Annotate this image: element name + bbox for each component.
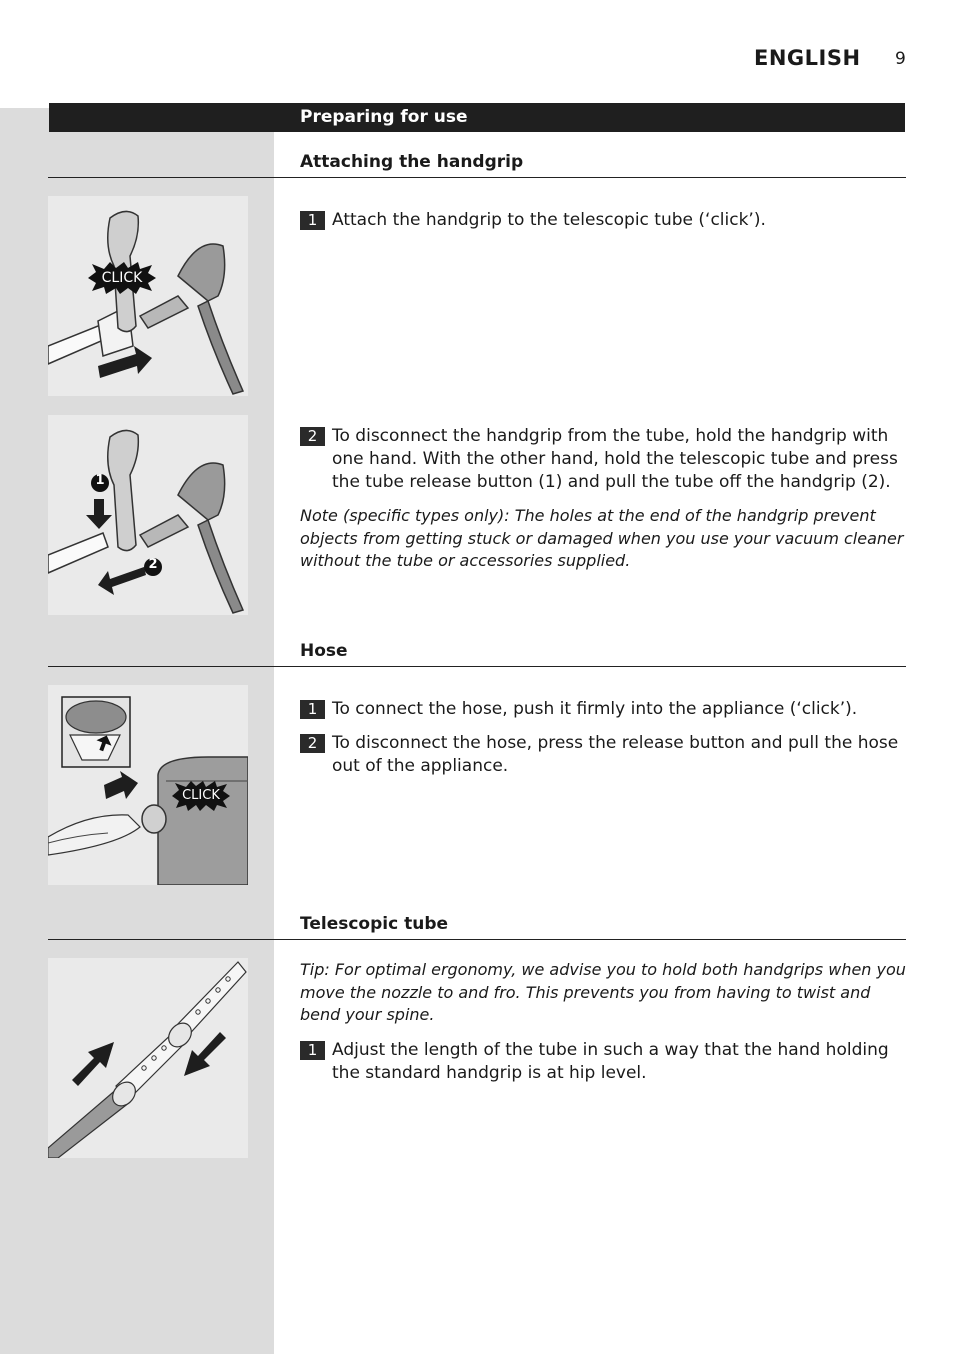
figure-pointer [248, 206, 274, 230]
step-number: 1 [300, 211, 325, 230]
language-header: ENGLISH [754, 46, 861, 70]
step-disconnect-hose [300, 732, 906, 778]
subsection-title-hose: Hose [300, 641, 348, 661]
step-text: Adjust the length of the tube in such a way that the hand holding the standard handgrip is at hip level. [332, 1040, 889, 1083]
step-connect-hose [300, 698, 906, 721]
marker-2: 2 [148, 557, 158, 572]
step-attach-handgrip [300, 209, 906, 232]
divider-rule [48, 177, 906, 178]
subsection-title-telescopic-tube: Telescopic tube [300, 914, 449, 934]
click-label: CLICK [182, 788, 220, 803]
step-adjust-tube-length [300, 1039, 906, 1085]
figure-pointer [248, 1034, 274, 1058]
section-title-bar [49, 103, 905, 132]
figure-attach-handgrip [48, 196, 248, 396]
step-number: 2 [300, 427, 325, 446]
step-text: To connect the hose, push it firmly into the appliance (‘click’). [332, 699, 858, 719]
step-number: 1 [300, 700, 325, 719]
figure-disconnect-handgrip [48, 415, 248, 615]
step-text: To disconnect the hose, press the release button and pull the hose out of the appliance. [332, 733, 899, 776]
figure-telescopic-tube [48, 958, 248, 1158]
figure-pointer [248, 424, 274, 448]
step-number: 1 [300, 1041, 325, 1060]
section-title: Preparing for use [300, 107, 468, 127]
divider-rule [48, 939, 906, 940]
subsection-title-handgrip: Attaching the handgrip [300, 152, 524, 172]
step-text: To disconnect the handgrip from the tube, hold the handgrip with one hand. With the other hand, hold the telescopic tube and press the tube release button (1) and pull the tube off the handgrip (2). [332, 426, 898, 492]
page-number: 9 [895, 49, 906, 69]
figure-hose-connect [48, 685, 248, 885]
click-label: CLICK [101, 270, 143, 286]
figure-pointer [248, 694, 274, 718]
note-text: Note (specific types only): The holes at the end of the handgrip prevent objects from getting stuck or damaged when you use your vacuum cleaner without the tube or accessories supplied. [300, 506, 904, 570]
marker-1: 1 [95, 473, 105, 488]
step-text: Attach the handgrip to the telescopic tube (‘click’). [332, 210, 766, 230]
step-disconnect-handgrip [300, 425, 906, 494]
divider-rule [48, 666, 906, 667]
step-number: 2 [300, 734, 325, 753]
tip-text: Tip: For optimal ergonomy, we advise you to hold both handgrips when you move the nozzle to and fro. This prevents you from having to twist and bend your spine. [300, 960, 906, 1024]
